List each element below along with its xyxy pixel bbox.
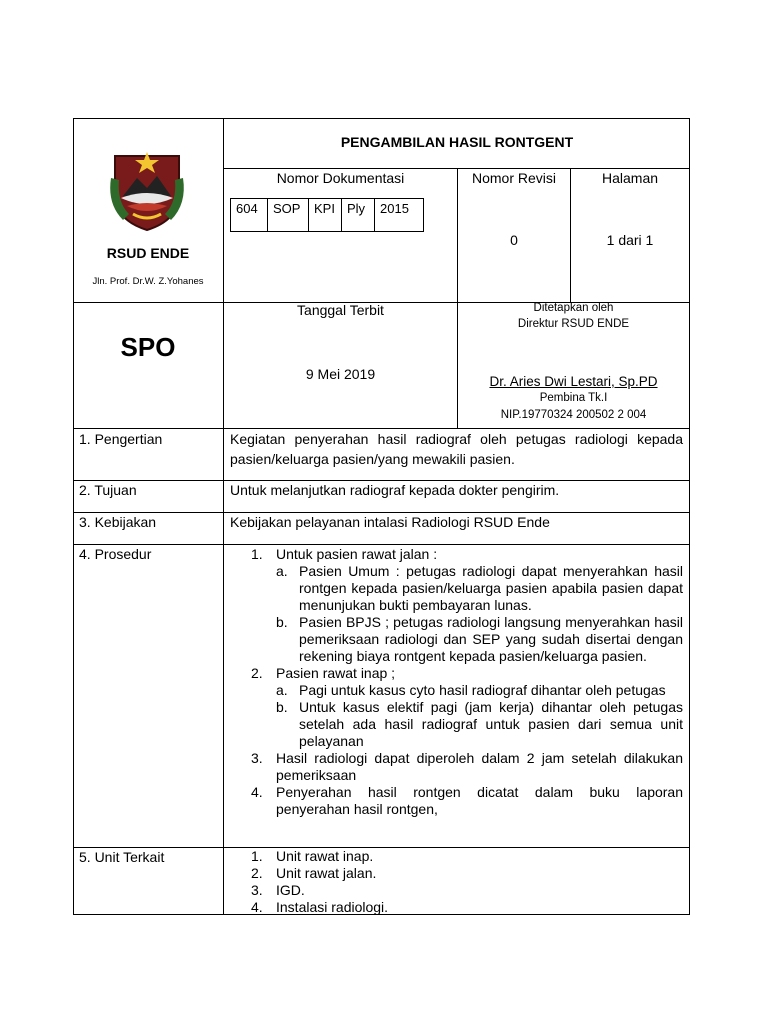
doc-number-table (230, 198, 424, 232)
row-divider-4 (73, 512, 690, 513)
procedure-step-number: 3. (251, 750, 263, 766)
revision-value: 0 (510, 232, 518, 248)
procedure-list (224, 546, 683, 818)
doc-number-part: 2015 (375, 199, 424, 232)
row-divider-3 (73, 480, 690, 481)
doc-number-part: SOP (268, 199, 309, 232)
logo-cell (73, 118, 223, 302)
section-text-kebijakan: Kebijakan pelayanan intalasi Radiologi RSUD Ende (230, 514, 550, 530)
doc-number-row (231, 199, 424, 232)
established-by: Ditetapkan oleh (533, 302, 614, 314)
section-label-kebijakan: 3. Kebijakan (79, 514, 157, 530)
document-title: PENGAMBILAN HASIL RONTGENT (340, 134, 574, 150)
spo-document (73, 118, 690, 915)
section-label-pengertian: 1. Pengertian (79, 431, 163, 447)
related-unit-item (224, 865, 683, 882)
related-unit-item (224, 882, 683, 899)
doc-number-part: KPI (309, 199, 342, 232)
spo-label: SPO (120, 332, 176, 362)
related-unit-number: 4. (251, 899, 263, 915)
procedure-substep (224, 563, 683, 614)
related-unit-list (224, 848, 683, 916)
related-unit-item (224, 899, 683, 916)
procedure-step-text: Pasien rawat inap ; (276, 665, 396, 681)
procedure-substep-text: Untuk kasus elektif pagi (jam kerja) dihantar oleh petugas setelah ada hasil radiograf untuk pasien dari semua unit pelayanan (299, 699, 683, 749)
related-unit-text: IGD. (276, 882, 305, 898)
related-unit-number: 1. (251, 848, 263, 864)
row-divider-5 (73, 544, 690, 545)
related-unit-text: Instalasi radiologi. (276, 899, 389, 915)
procedure-step (224, 546, 683, 665)
procedure-substep-letter: b. (276, 614, 288, 630)
border-right (689, 118, 690, 915)
procedure-step-text: Hasil radiologi dapat diperoleh dalam 2 jam setelah dilakukan pemeriksaan (276, 750, 683, 783)
revision-divider (457, 168, 458, 428)
section-label-unit-terkait: 5. Unit Terkait (79, 849, 165, 865)
director-nip: NIP.19770324 200502 2 004 (500, 409, 647, 421)
doc-number-part: Ply (342, 199, 375, 232)
regional-emblem-icon (105, 148, 189, 232)
doc-number-part: 604 (231, 199, 268, 232)
procedure-substep (224, 682, 683, 699)
procedure-substep-text: Pasien Umum : petugas radiologi dapat menyerahkan hasil rontgen kepada pasien/keluarga pasien apabila pasien dapat menunjukan bukti pembayaran lunas. (299, 563, 683, 613)
issue-date: 9 Mei 2019 (305, 366, 376, 382)
procedure-step (224, 665, 683, 750)
section-text-pengertian: Kegiatan penyerahan hasil radiograf oleh petugas radiologi kepada pasien/keluarga pasien/yang mewakili pasien. (230, 431, 683, 467)
page-value: 1 dari 1 (606, 232, 654, 248)
procedure-substep-text: Pasien BPJS ; petugas radiologi langsung menyerahkan hasil pemeriksaan radiologi dan SEP yang sudah disertai dengan rekening biaya rontgent kepada pasien/keluarga pasien. (299, 614, 683, 664)
related-unit-number: 3. (251, 882, 263, 898)
procedure-substep-text: Pagi untuk kasus cyto hasil radiograf dihantar oleh petugas (299, 682, 666, 698)
procedure-step (224, 750, 683, 784)
procedure-step (224, 784, 683, 818)
section-label-prosedur: 4. Prosedur (79, 546, 152, 562)
director-rank: Pembina Tk.I (539, 392, 608, 404)
doc-number-label: Nomor Dokumentasi (276, 170, 405, 186)
procedure-substep (224, 699, 683, 750)
director-title: Direktur RSUD ENDE (517, 318, 630, 330)
section-text-tujuan: Untuk melanjutkan radiograf kepada dokter pengirim. (230, 482, 560, 498)
page-label: Halaman (601, 170, 659, 186)
section-label-tujuan: 2. Tujuan (79, 482, 137, 498)
procedure-step-number: 4. (251, 784, 263, 800)
director-name: Dr. Aries Dwi Lestari, Sp.PD (489, 374, 658, 389)
org-name: RSUD ENDE (106, 245, 190, 261)
org-address: Jln. Prof. Dr.W. Z.Yohanes (92, 276, 204, 287)
related-unit-text: Unit rawat jalan. (276, 865, 377, 881)
related-unit-text: Unit rawat inap. (276, 848, 374, 864)
procedure-substep-letter: a. (276, 563, 288, 579)
revision-label: Nomor Revisi (471, 170, 556, 186)
related-unit-number: 2. (251, 865, 263, 881)
related-unit-item (224, 848, 683, 865)
procedure-substep-letter: b. (276, 699, 288, 715)
procedure-step-text: Penyerahan hasil rontgen dicatat dalam buku laporan penyerahan hasil rontgen, (276, 784, 683, 817)
procedure-step-number: 1. (251, 546, 263, 562)
procedure-substep (224, 614, 683, 665)
issue-date-label: Tanggal Terbit (297, 302, 384, 318)
procedure-step-number: 2. (251, 665, 263, 681)
procedure-substep-letter: a. (276, 682, 288, 698)
procedure-step-text: Untuk pasien rawat jalan : (276, 546, 438, 562)
